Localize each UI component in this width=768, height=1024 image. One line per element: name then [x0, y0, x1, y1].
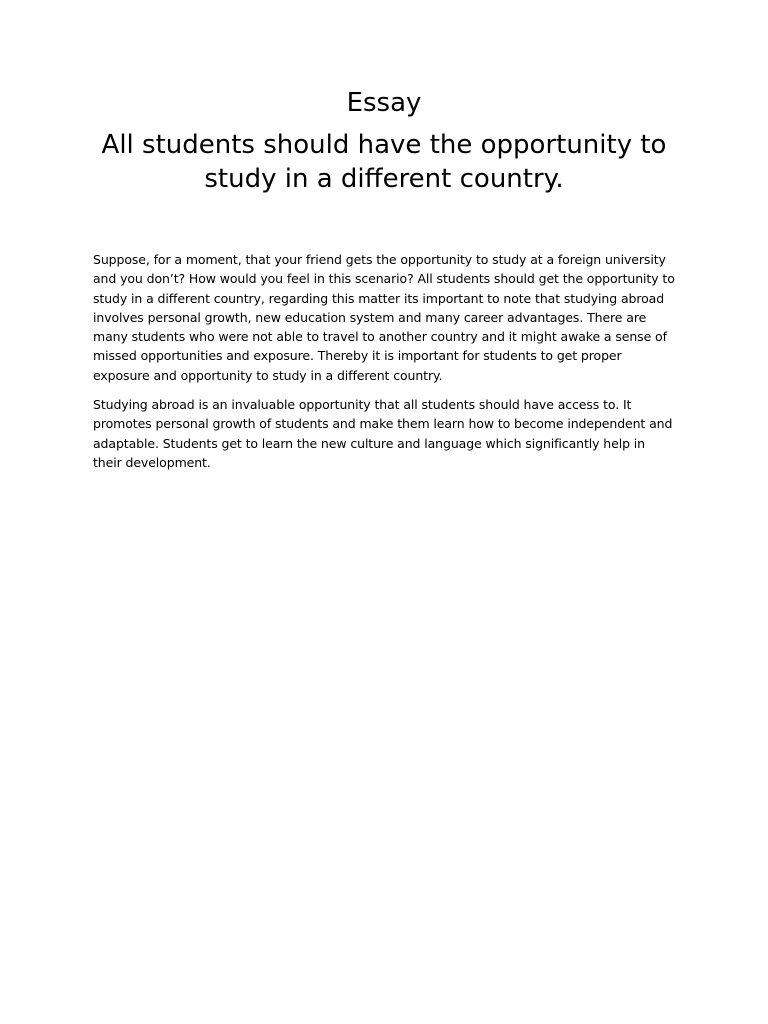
paragraph-2: Studying abroad is an invaluable opportunity that all students should have access to. It promotes personal growth of students and make them learn how to become independent and adaptable. Students get to learn the new culture and language which significantly help in their development. [93, 397, 673, 470]
paragraph-1: Suppose, for a moment, that your friend gets the opportunity to study at a foreign university and you don’t? How would you feel in this scenario? All students should get the opportunity to study in a different country, regarding this matter its important to note that studying abroad involves personal growth, new education system and many career advantages. There are many students who were not able to travel to another country and it might awake a sense of missed opportunities and exposure. Thereby it is important for students to get proper exposure and opportunity to study in a different country. [93, 252, 675, 383]
document-title: Essay [346, 88, 422, 118]
document-subtitle: All students should have the opportunity to study in a different country. [101, 130, 667, 194]
essay-body [93, 250, 677, 482]
